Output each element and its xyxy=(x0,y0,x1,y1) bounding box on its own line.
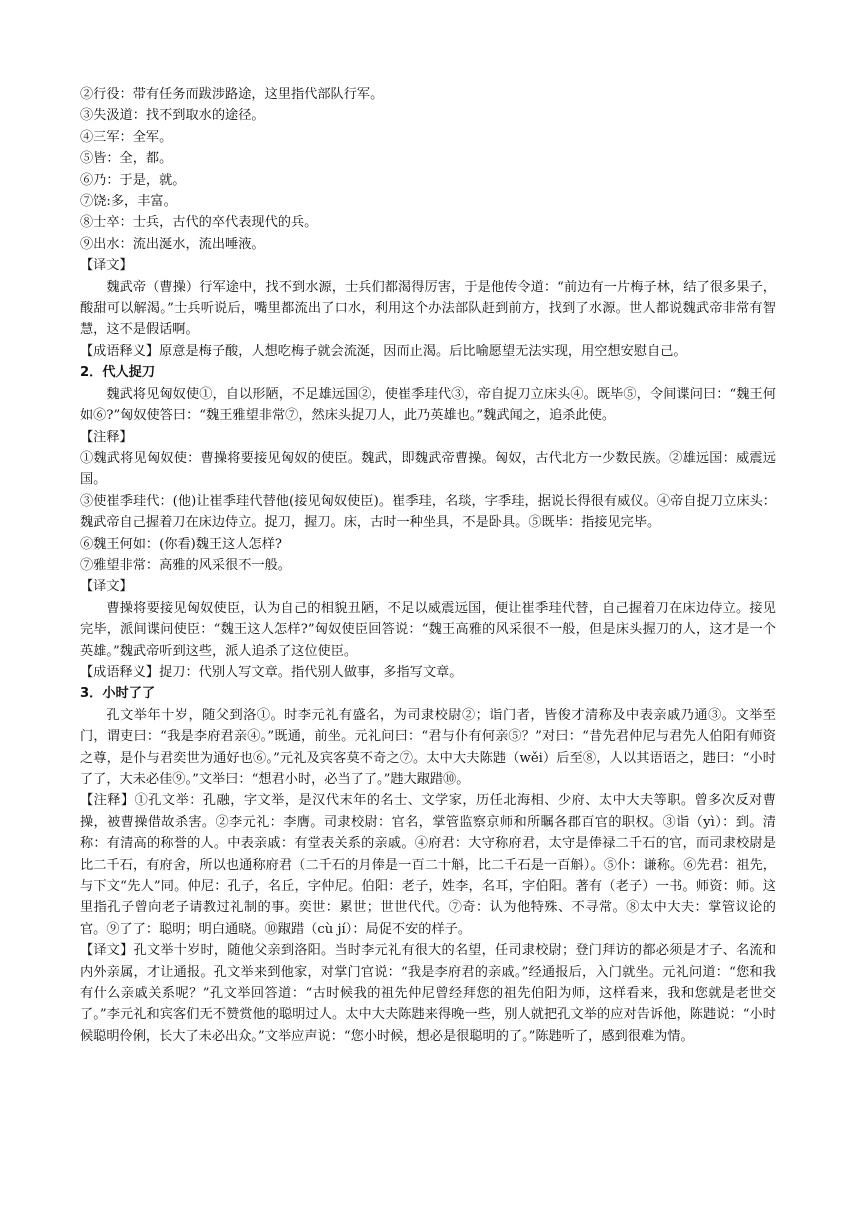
translation-text: 孔文举十岁时，随他父亲到洛阳。当时李元礼有很大的名望，任司隶校尉；登门拜访的都必须是才子、名流和内外亲属，才让通报。孔文举来到他家，对掌门官说：“我是李府君的亲戚。”经通报后，入门就坐。元礼问道：“您和我有什么亲戚关系呢？”孔文举回答道：“古时候我的祖先仲尼曾经拜您的祖先伯阳为师，这样看来，我和您就是老世交了。”李元礼和宾客们无不赞赏他的聪明过人。太中大夫陈韪来得晚一些，别人就把孔文举的应对告诉他，陈韪说：“小时候聪明伶俐，长大了未必出众。”文举应声说：“您小时候，想必是很聪明的了。”陈韪听了，感到很难为情。 xyxy=(80,943,777,1044)
idiom-block xyxy=(80,662,776,683)
idiom-text: 捉刀：代别人写文章。指代别人做事，多指写文章。 xyxy=(159,664,463,680)
note-paragraph: ③使崔季珪代：(他)让崔季珪代替他(接见匈奴使臣)。崔季珪，名琰，字季珪，据说长得很有威仪。④帝自捉刀立床头：魏武帝自己握着刀在床边侍立。捉刀，握刀。床，古时一种坐具，不是卧具。⑤既毕：指接见完毕。 xyxy=(80,493,776,531)
translation-label: 【译文】 xyxy=(80,579,133,595)
note-item: ⑥乃：于是，就。 xyxy=(80,172,186,188)
translation-text: 曹操将要接见匈奴使臣，认为自己的相貌丑陋，不足以威震远国，便让崔季珪代替，自己握着刀在床边侍立。接见完毕，派间谍问使臣：“魏王这人怎样?”匈奴使臣回答说：“魏王高雅的风采很不一般，但是床头握刀的人，这才是一个英雄。”魏武帝听到这些，派人追杀了这位使臣。 xyxy=(80,600,776,659)
note-item: ③失汲道：找不到取水的途径。 xyxy=(80,108,265,124)
note-item: ②行役：带有任务而跋涉路途，这里指代部队行军。 xyxy=(80,87,384,102)
note-item: ⑧士卒：士兵，古代的卒代表现代的兵。 xyxy=(80,215,318,231)
original-text: 孔文举年十岁，随父到洛①。时李元礼有盛名，为司隶校尉②；诣门者，皆俊才清称及中表亲戚乃通③。文举至门，谓吏曰：“我是李府君亲④。”既通，前坐。元礼问曰：“君与仆有何亲⑤？”对曰：“昔先君仲尼与君先人伯阳有师资之尊，是仆与君奕世为通好也⑥。”元礼及宾客莫不奇之⑦。太中大夫陈韪（wěi）后至⑧，人以其语语之，韪曰：“小时了了，大未必佳⑨。”文举曰：“想君小时，必当了了。”韪大踧踖⑩。 xyxy=(80,707,776,787)
notes-list-top xyxy=(80,84,776,255)
idiom-text: 原意是梅子酸，人想吃梅子就会流涎，因而止渴。后比喻愿望无法实现，用空想安慰自己。 xyxy=(159,343,687,359)
note-paragraph: ⑦雅望非常：高雅的风采很不一般。 xyxy=(80,557,291,573)
section-heading: 2．代人捉刀 xyxy=(80,365,156,381)
note-paragraph: ⑥魏王何如：(你看)魏王这人怎样? xyxy=(80,536,282,552)
translation-text: 魏武帝（曹操）行军途中，找不到水源，士兵们都渴得厉害，于是他传令道：“前边有一片梅子林，结了很多果子，酸甜可以解渴。”士兵听说后，嘴里都流出了口水，利用这个办法部队赶到前方，找到了水源。世人都说魏武帝非常有智慧，这不是假话啊。 xyxy=(80,279,776,338)
notes-block xyxy=(80,790,776,940)
notes-label: 【注释】 xyxy=(80,429,133,445)
note-item: ⑦饶:多，丰富。 xyxy=(80,194,177,210)
document-page xyxy=(80,84,776,1047)
note-paragraph: ①魏武将见匈奴使：曹操将要接见匈奴的使臣。魏武，即魏武帝曹操。匈奴，古代北方一少数民族。②雄远国：威震远国。 xyxy=(80,450,776,488)
translation-label: 【译文】 xyxy=(80,943,134,959)
idiom-block xyxy=(80,341,776,362)
note-item: ④三军：全军。 xyxy=(80,129,173,145)
section-heading: 3．小时了了 xyxy=(80,686,156,702)
note-item: ⑨出水：流出涎水，流出唾液。 xyxy=(80,236,265,252)
original-text: 魏武将见匈奴使①，自以形陋，不足雄远国②，使崔季珪代③，帝自捉刀立床头④。既毕⑤，令间谍问曰：“魏王何如⑥?”匈奴使答曰：“魏王雅望非常⑦，然床头捉刀人，此乃英雄也。”魏武闻之，追杀此使。 xyxy=(80,386,776,424)
note-item: ⑤皆：全，都。 xyxy=(80,151,173,167)
notes-text: ①孔文举：孔融，字文举，是汉代末年的名士、文学家，历任北海相、少府、太中大夫等职。曾多次反对曹操，被曹操借故杀害。②李元礼：李膺。司隶校尉：官名，掌管监察京师和所瞩各郡百官的职权。③诣（yì）：到。清称：有清高的称誉的人。中表亲戚：有堂表关系的亲戚。④府君：大守称府君，太守是俸禄二千石的官，而司隶校尉是比二千石，有府舍，所以也通称府君（二千石的月俸是一百二十斛，比二千石是一百斛）。⑤仆：谦称。⑥先君：祖先，与下文“先人”同。仲尼：孔子，名丘，字仲尼。伯阳：老子，姓李，名耳，字伯阳。著有（老子）一书。师资：师。这里指孔子曾向老子请教过礼制的事。奕世：累世；世世代代。⑦奇：认为他特殊、不寻常。⑧太中大夫：掌管议论的官。⑨了了：聪明；明白通晓。⑩踧踖（cù jí）：局促不安的样子。 xyxy=(80,793,776,937)
translation-block xyxy=(80,940,776,1047)
translation-label: 【译文】 xyxy=(80,258,133,274)
idiom-label: 【成语释义】 xyxy=(80,343,160,359)
notes-label: 【注释】 xyxy=(80,793,135,809)
idiom-label: 【成语释义】 xyxy=(80,664,160,680)
